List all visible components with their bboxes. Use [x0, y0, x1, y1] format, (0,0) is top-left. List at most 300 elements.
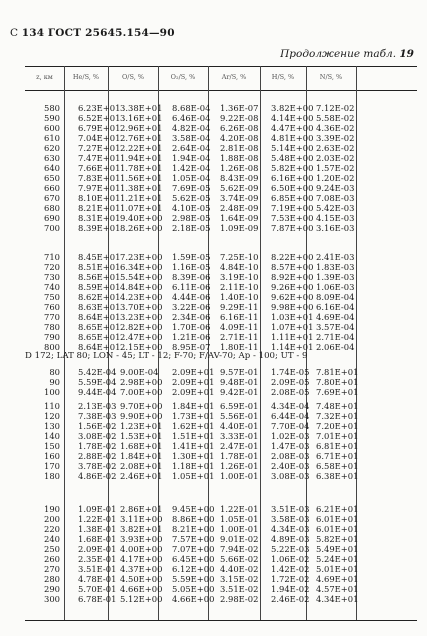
value-cell: 8.31E+01 [78, 213, 121, 223]
value-cell: 6.81E+01 [316, 441, 359, 451]
value-cell: 5.49E+01 [316, 544, 359, 554]
value-cell: 3.33E-01 [220, 431, 259, 441]
column-divider [64, 66, 65, 620]
value-cell: 8.95E-07 [172, 342, 211, 352]
value-cell: 7.97E+01 [78, 183, 121, 193]
value-cell: 8.86E+00 [172, 514, 215, 524]
value-cell: 7.00E+00 [120, 387, 163, 397]
value-cell: 5.70E-01 [78, 584, 117, 594]
value-cell: 4.86E-02 [78, 471, 117, 481]
value-cell: 1.83E-03 [316, 262, 355, 272]
value-cell: 9.90E+00 [120, 411, 163, 421]
value-cell: 1.72E-02 [271, 574, 310, 584]
altitude-cell: 720 [44, 262, 60, 272]
value-cell: 1.78E-01 [220, 451, 259, 461]
value-cell: 5.62E-05 [172, 193, 211, 203]
altitude-cell: 180 [44, 471, 60, 481]
value-cell: 2.86E+01 [120, 504, 163, 514]
table-rule-bottom [25, 620, 417, 621]
value-cell: 1.51E+01 [172, 431, 215, 441]
altitude-cell: 690 [44, 213, 60, 223]
value-cell: 4.09E-11 [220, 322, 259, 332]
value-cell: 4.14E+00 [271, 113, 314, 123]
value-cell: 2.09E+01 [172, 377, 215, 387]
value-cell: 2.88E-02 [78, 451, 117, 461]
value-cell: 1.53E+01 [120, 431, 163, 441]
altitude-cell: 140 [44, 431, 60, 441]
value-cell: 5.48E+00 [271, 153, 314, 163]
value-cell: 9.40E+00 [120, 213, 163, 223]
value-cell: 2.35E-01 [78, 554, 117, 564]
value-cell: 4.66E+00 [120, 584, 163, 594]
value-cell: 3.58E-03 [271, 514, 310, 524]
value-cell: 5.56E-01 [220, 411, 259, 421]
value-cell: 3.39E-02 [316, 133, 355, 143]
value-cell: 4.37E+00 [120, 564, 163, 574]
value-cell: 2.11E-10 [220, 282, 259, 292]
value-cell: 8.21E+01 [78, 203, 121, 213]
value-cell: 1.00E-01 [220, 471, 259, 481]
altitude-cell: 710 [44, 252, 60, 262]
altitude-cell: 150 [44, 441, 60, 451]
value-cell: 1.68E-01 [78, 534, 117, 544]
altitude-cell: 800 [44, 342, 60, 352]
value-cell: 1.84E+01 [120, 451, 163, 461]
value-cell: 4.66E+00 [172, 594, 215, 604]
value-cell: 8.22E+00 [271, 252, 314, 262]
value-cell: 9.24E-03 [316, 183, 355, 193]
value-cell: 2.22E+01 [120, 143, 163, 153]
altitude-cell: 250 [44, 544, 60, 554]
altitude-cell: 290 [44, 584, 60, 594]
value-cell: 3.15E-02 [220, 574, 259, 584]
value-cell: 4.84E-10 [220, 262, 259, 272]
value-cell: 2.76E+01 [120, 133, 163, 143]
value-cell: 6.79E+01 [78, 123, 121, 133]
value-cell: 2.03E-02 [316, 153, 355, 163]
altitude-cell: 90 [49, 377, 60, 387]
value-cell: 1.59E-05 [172, 252, 211, 262]
column-header: O₂/S, % [170, 73, 196, 81]
value-cell: 7.47E+01 [78, 153, 121, 163]
value-cell: 5.54E+00 [120, 272, 163, 282]
page-header-right [280, 48, 414, 60]
value-cell: 2.81E-08 [220, 143, 259, 153]
altitude-cell: 630 [44, 153, 60, 163]
value-cell: 1.07E+01 [271, 322, 314, 332]
value-cell: 7.57E+00 [172, 534, 215, 544]
value-cell: 2.09E-05 [271, 377, 310, 387]
altitude-cell: 80 [49, 367, 60, 377]
value-cell: 7.94E-02 [220, 544, 259, 554]
value-cell: 7.69E-05 [172, 183, 211, 193]
value-cell: 8.65E+01 [78, 322, 121, 332]
value-cell: 7.27E+01 [78, 143, 121, 153]
value-cell: 7.83E+01 [78, 173, 121, 183]
value-cell: 9.98E+00 [271, 302, 314, 312]
value-cell: 2.64E-04 [172, 143, 211, 153]
value-cell: 1.94E+01 [120, 153, 163, 163]
altitude-cell: 790 [44, 332, 60, 342]
value-cell: 3.08E-03 [271, 471, 310, 481]
value-cell: 3.70E+00 [120, 302, 163, 312]
value-cell: 1.74E-05 [271, 367, 310, 377]
section-parameters: D 172; LAT 80; LON - 45; LT - 12; F-70; F/AV-70; Ap - 100; UT - 9 [25, 351, 308, 361]
value-cell: 8.62E+01 [78, 292, 121, 302]
value-cell: 6.11E-06 [172, 282, 211, 292]
altitude-cell: 760 [44, 302, 60, 312]
value-cell: 6.46E-04 [172, 113, 211, 123]
value-cell: 8.39E-06 [172, 272, 211, 282]
value-cell: 2.18E-05 [172, 223, 211, 233]
value-cell: 9.42E-01 [220, 387, 259, 397]
altitude-cell: 170 [44, 461, 60, 471]
altitude-cell: 110 [44, 401, 60, 411]
value-cell: 1.26E-08 [220, 163, 259, 173]
altitude-cell: 730 [44, 272, 60, 282]
value-cell: 7.12E-02 [316, 103, 355, 113]
value-cell: 5.66E-02 [220, 554, 259, 564]
value-cell: 1.62E+01 [172, 421, 215, 431]
value-cell: 6.78E-01 [78, 594, 117, 604]
altitude-cell: 640 [44, 163, 60, 173]
altitude-cell: 200 [44, 514, 60, 524]
value-cell: 1.84E+01 [172, 401, 215, 411]
column-header: Ar/S, % [221, 73, 247, 81]
value-cell: 6.01E+01 [316, 514, 359, 524]
value-cell: 4.10E-05 [172, 203, 211, 213]
value-cell: 3.58E-04 [172, 133, 211, 143]
value-cell: 6.16E-04 [316, 302, 355, 312]
value-cell: 4.20E-08 [220, 133, 259, 143]
altitude-cell: 120 [44, 411, 60, 421]
value-cell: 2.08E-05 [271, 387, 310, 397]
value-cell: 7.70E-04 [271, 421, 310, 431]
value-cell: 8.43E-09 [220, 173, 259, 183]
value-cell: 5.12E+00 [120, 594, 163, 604]
value-cell: 4.17E+00 [120, 554, 163, 564]
value-cell: 5.82E+01 [316, 534, 359, 544]
value-cell: 1.23E+01 [120, 421, 163, 431]
altitude-cell: 610 [44, 133, 60, 143]
value-cell: 8.64E+01 [78, 312, 121, 322]
value-cell: 8.21E+00 [172, 524, 215, 534]
value-cell: 7.23E+00 [120, 252, 163, 262]
value-cell: 4.00E+00 [120, 544, 163, 554]
value-cell: 4.78E-01 [78, 574, 117, 584]
value-cell: 6.16E+00 [271, 173, 314, 183]
page-header-left [10, 27, 175, 39]
value-cell: 5.42E-03 [316, 203, 355, 213]
value-cell: 1.38E+01 [120, 183, 163, 193]
document-code: ГОСТ 25645.154—90 [47, 27, 175, 39]
value-cell: 1.78E-02 [78, 441, 117, 451]
value-cell: 4.40E-01 [220, 421, 259, 431]
value-cell: 8.09E-04 [316, 292, 355, 302]
value-cell: 4.84E+00 [120, 282, 163, 292]
table-number: 19 [399, 48, 414, 60]
value-cell: 1.57E-02 [316, 163, 355, 173]
value-cell: 1.00E-01 [220, 524, 259, 534]
value-cell: 9.26E+00 [271, 282, 314, 292]
value-cell: 6.58E+01 [316, 461, 359, 471]
value-cell: 5.01E+01 [316, 564, 359, 574]
value-cell: 9.29E-11 [220, 302, 259, 312]
value-cell: 3.78E-02 [78, 461, 117, 471]
value-cell: 1.22E-01 [220, 504, 259, 514]
value-cell: 2.82E+00 [120, 322, 163, 332]
value-cell: 9.70E+00 [120, 401, 163, 411]
value-cell: 6.26E-08 [220, 123, 259, 133]
value-cell: 5.24E+01 [316, 554, 359, 564]
altitude-cell: 100 [44, 387, 60, 397]
value-cell: 3.51E-01 [78, 564, 117, 574]
value-cell: 7.01E+01 [316, 431, 359, 441]
value-cell: 1.56E+01 [120, 173, 163, 183]
value-cell: 5.14E+00 [271, 143, 314, 153]
altitude-cell: 130 [44, 421, 60, 431]
value-cell: 1.70E-06 [172, 322, 211, 332]
altitude-cell: 600 [44, 123, 60, 133]
value-cell: 1.94E-04 [172, 153, 211, 163]
value-cell: 2.40E-03 [271, 461, 310, 471]
value-cell: 8.39E+01 [78, 223, 121, 233]
value-cell: 1.73E+01 [172, 411, 215, 421]
value-cell: 6.71E+01 [316, 451, 359, 461]
value-cell: 1.09E-01 [78, 504, 117, 514]
value-cell: 1.47E-03 [271, 441, 310, 451]
value-cell: 4.23E+00 [120, 292, 163, 302]
value-cell: 6.34E+00 [120, 262, 163, 272]
altitude-cell: 660 [44, 183, 60, 193]
value-cell: 3.82E+01 [120, 524, 163, 534]
column-header: O/S, % [121, 73, 145, 81]
altitude-cell: 270 [44, 564, 60, 574]
value-cell: 7.08E-03 [316, 193, 355, 203]
value-cell: 2.47E-01 [220, 441, 259, 451]
column-header: H/S, % [271, 73, 295, 81]
value-cell: 4.89E-03 [271, 534, 310, 544]
value-cell: 1.64E-09 [220, 213, 259, 223]
value-cell: 1.88E-08 [220, 153, 259, 163]
value-cell: 4.44E-06 [172, 292, 211, 302]
value-cell: 2.08E-03 [271, 451, 310, 461]
value-cell: 1.05E-01 [220, 514, 259, 524]
value-cell: 5.05E+00 [172, 584, 215, 594]
value-cell: 6.38E+01 [316, 471, 359, 481]
value-cell: 4.81E+00 [271, 133, 314, 143]
value-cell: 1.03E+01 [271, 312, 314, 322]
altitude-cell: 300 [44, 594, 60, 604]
value-cell: 2.98E-02 [220, 594, 259, 604]
value-cell: 4.57E+01 [316, 584, 359, 594]
value-cell: 1.94E-02 [271, 584, 310, 594]
value-cell: 1.07E+01 [120, 203, 163, 213]
value-cell: 4.34E-04 [271, 401, 310, 411]
value-cell: 2.71E-11 [220, 332, 259, 342]
altitude-cell: 220 [44, 524, 60, 534]
value-cell: 4.36E-02 [316, 123, 355, 133]
value-cell: 5.59E-04 [78, 377, 117, 387]
value-cell: 5.58E-02 [316, 113, 355, 123]
value-cell: 1.30E+01 [172, 451, 215, 461]
value-cell: 2.15E+00 [120, 342, 163, 352]
value-cell: 8.65E+01 [78, 332, 121, 342]
continuation-label: Продолжение табл. [280, 48, 397, 60]
value-cell: 1.06E-02 [271, 554, 310, 564]
value-cell: 6.16E-11 [220, 312, 259, 322]
value-cell: 1.05E+01 [172, 471, 215, 481]
value-cell: 5.22E-03 [271, 544, 310, 554]
table-rule-header [25, 90, 417, 91]
value-cell: 7.66E+01 [78, 163, 121, 173]
value-cell: 3.51E-03 [271, 504, 310, 514]
value-cell: 7.38E-03 [78, 411, 117, 421]
value-cell: 8.10E+01 [78, 193, 121, 203]
altitude-cell: 160 [44, 451, 60, 461]
value-cell: 2.71E-04 [316, 332, 355, 342]
value-cell: 7.81E+01 [316, 367, 359, 377]
value-cell: 1.68E+01 [120, 441, 163, 451]
value-cell: 2.09E-01 [78, 544, 117, 554]
value-cell: 1.14E+01 [271, 342, 314, 352]
value-cell: 2.98E-05 [172, 213, 211, 223]
value-cell: 8.64E+01 [78, 342, 121, 352]
value-cell: 1.41E+01 [172, 441, 215, 451]
value-cell: 4.69E+01 [316, 574, 359, 584]
value-cell: 6.21E+01 [316, 504, 359, 514]
value-cell: 4.15E-03 [316, 213, 355, 223]
value-cell: 6.12E+00 [172, 564, 215, 574]
value-cell: 2.41E-03 [316, 252, 355, 262]
value-cell: 3.74E-09 [220, 193, 259, 203]
value-cell: 8.59E+01 [78, 282, 121, 292]
value-cell: 1.05E-04 [172, 173, 211, 183]
value-cell: 9.00E-04 [120, 367, 159, 377]
value-cell: 4.69E-04 [316, 312, 355, 322]
value-cell: 3.51E-02 [220, 584, 259, 594]
value-cell: 1.18E+01 [172, 461, 215, 471]
value-cell: 8.68E-04 [172, 103, 211, 113]
value-cell: 2.34E-06 [172, 312, 211, 322]
value-cell: 4.50E+00 [120, 574, 163, 584]
value-cell: 6.85E+00 [271, 193, 314, 203]
value-cell: 1.42E-04 [172, 163, 211, 173]
value-cell: 1.42E-02 [271, 564, 310, 574]
value-cell: 7.07E+00 [172, 544, 215, 554]
altitude-cell: 700 [44, 223, 60, 233]
value-cell: 9.44E-04 [78, 387, 117, 397]
value-cell: 4.34E-03 [271, 524, 310, 534]
value-cell: 3.38E+01 [120, 103, 163, 113]
value-cell: 3.23E+00 [120, 312, 163, 322]
value-cell: 8.57E+00 [271, 262, 314, 272]
value-cell: 7.25E-10 [220, 252, 259, 262]
value-cell: 1.06E-03 [316, 282, 355, 292]
value-cell: 3.93E+00 [120, 534, 163, 544]
value-cell: 6.59E-01 [220, 401, 259, 411]
value-cell: 7.87E+00 [271, 223, 314, 233]
value-cell: 2.46E+01 [120, 471, 163, 481]
value-cell: 1.39E-03 [316, 272, 355, 282]
value-cell: 3.16E+01 [120, 113, 163, 123]
value-cell: 7.53E+00 [271, 213, 314, 223]
value-cell: 6.01E+01 [316, 524, 359, 534]
value-cell: 4.40E-02 [220, 564, 259, 574]
altitude-cell: 650 [44, 173, 60, 183]
altitude-cell: 280 [44, 574, 60, 584]
value-cell: 1.80E-11 [220, 342, 259, 352]
value-cell: 7.19E+00 [271, 203, 314, 213]
value-cell: 1.38E-01 [78, 524, 117, 534]
value-cell: 5.82E+00 [271, 163, 314, 173]
value-cell: 8.92E+00 [271, 272, 314, 282]
page-marker: С [10, 27, 19, 39]
value-cell: 9.45E+00 [172, 504, 215, 514]
value-cell: 7.69E+01 [316, 387, 359, 397]
value-cell: 9.57E-01 [220, 367, 259, 377]
value-cell: 2.98E+00 [120, 377, 163, 387]
value-cell: 8.51E+01 [78, 262, 121, 272]
value-cell: 8.63E+01 [78, 302, 121, 312]
value-cell: 8.26E+00 [120, 223, 163, 233]
value-cell: 2.96E+01 [120, 123, 163, 133]
value-cell: 6.52E+01 [78, 113, 121, 123]
value-cell: 3.19E-10 [220, 272, 259, 282]
value-cell: 6.45E+00 [172, 554, 215, 564]
value-cell: 3.82E+00 [271, 103, 314, 113]
value-cell: 3.57E-04 [316, 322, 355, 332]
value-cell: 3.08E-02 [78, 431, 117, 441]
value-cell: 5.42E-04 [78, 367, 117, 377]
value-cell: 2.09E+01 [172, 387, 215, 397]
value-cell: 3.16E-03 [316, 223, 355, 233]
column-header: N/S, % [319, 73, 343, 81]
altitude-cell: 590 [44, 113, 60, 123]
value-cell: 1.26E-01 [220, 461, 259, 471]
value-cell: 1.09E-09 [220, 223, 259, 233]
value-cell: 1.40E-10 [220, 292, 259, 302]
value-cell: 2.47E+00 [120, 332, 163, 342]
value-cell: 9.48E-01 [220, 377, 259, 387]
altitude-cell: 260 [44, 554, 60, 564]
value-cell: 2.09E+01 [172, 367, 215, 377]
altitude-cell: 620 [44, 143, 60, 153]
value-cell: 2.48E-09 [220, 203, 259, 213]
value-cell: 3.22E-06 [172, 302, 211, 312]
value-cell: 6.23E+01 [78, 103, 121, 113]
value-cell: 4.34E+01 [316, 594, 359, 604]
value-cell: 7.32E+01 [316, 411, 359, 421]
value-cell: 7.80E+01 [316, 377, 359, 387]
value-cell: 6.44E-04 [271, 411, 310, 421]
value-cell: 2.63E-02 [316, 143, 355, 153]
value-cell: 9.22E-08 [220, 113, 259, 123]
altitude-cell: 240 [44, 534, 60, 544]
value-cell: 1.22E-01 [78, 514, 117, 524]
value-cell: 1.56E-02 [78, 421, 117, 431]
altitude-cell: 750 [44, 292, 60, 302]
altitude-cell: 190 [44, 504, 60, 514]
table-rule-top [25, 66, 417, 67]
value-cell: 5.59E+00 [172, 574, 215, 584]
value-cell: 3.11E+00 [120, 514, 163, 524]
altitude-cell: 740 [44, 282, 60, 292]
value-cell: 4.47E+00 [271, 123, 314, 133]
value-cell: 1.21E-06 [172, 332, 211, 342]
value-cell: 1.11E+01 [271, 332, 314, 342]
page-number: 134 [21, 27, 45, 39]
